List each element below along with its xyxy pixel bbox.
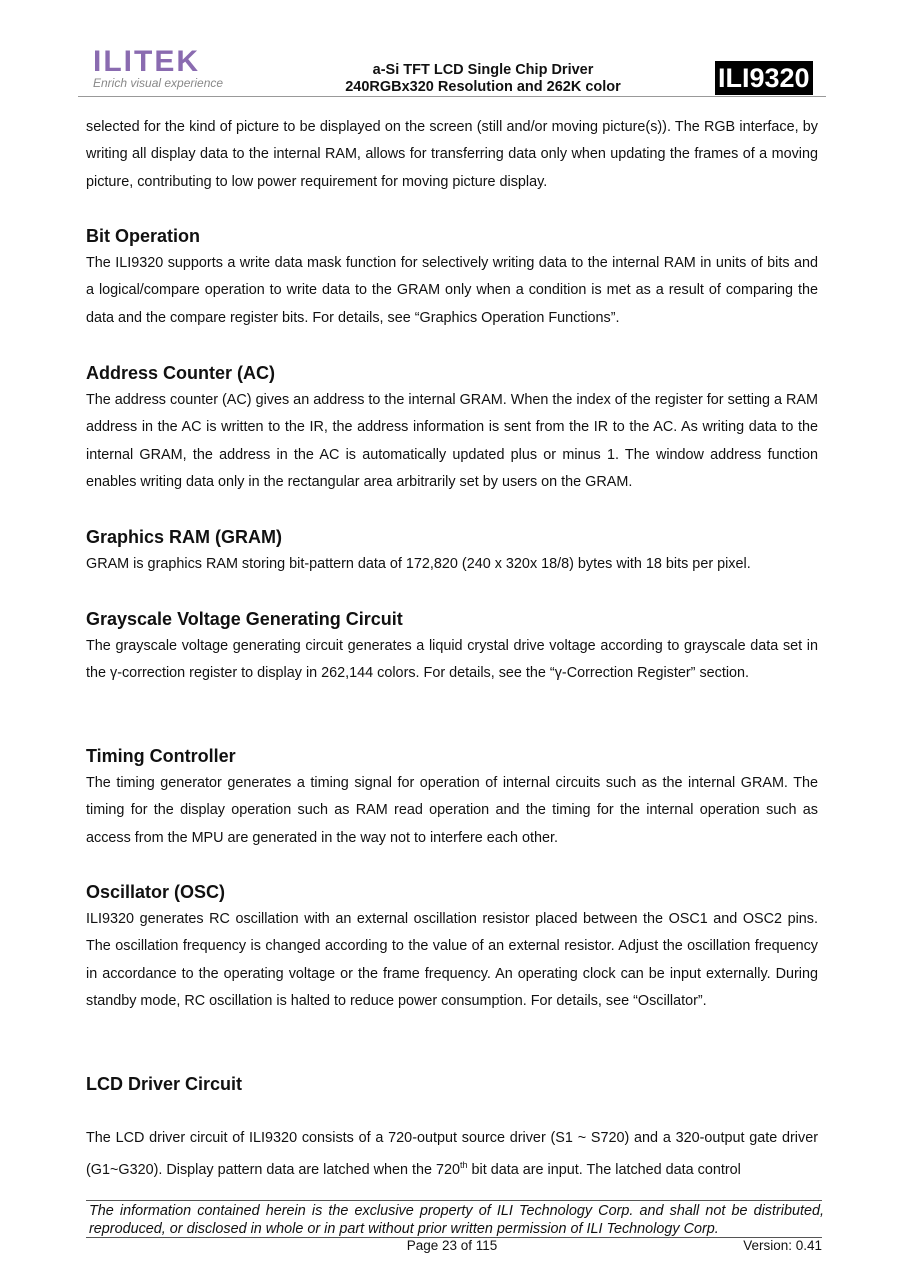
header-title [300, 62, 666, 96]
section-oscillator [86, 879, 818, 1015]
footer-divider-top [86, 1200, 822, 1201]
superscript: th [460, 1160, 468, 1171]
header-title-line2: 240RGBx320 Resolution and 262K color [345, 79, 621, 95]
body-text: The LCD driver circuit of ILI9320 consists of a 720-output source driver (S1 ~ S720) and a 320-output gate driver (G1~G320). Display pattern data are latched when the 720 [86, 1130, 818, 1179]
ilitek-logo [93, 45, 224, 90]
header-divider [78, 96, 826, 97]
section-body: The grayscale voltage generating circuit generates a liquid crystal drive voltage according to grayscale data set in the γ-correction register to display in 262,144 colors. For details, see the “γ-Correction Register” section. [86, 638, 818, 682]
footer-notice: The information contained herein is the exclusive property of ILI Technology Corp. and shall not be distributed, reproduced, or disclosed in whole or in part without prior written permission of ILI Technology Corp. [89, 1203, 824, 1237]
header-title-line1: a-Si TFT LCD Single Chip Driver [372, 62, 594, 78]
section-body: The timing generator generates a timing signal for operation of internal circuits such as the internal GRAM. The timing for the display operation such as RAM read operation and the timing for the internal operation such as access from the MPU are generated in the way not to interfere each other. [86, 775, 818, 846]
intro-paragraph: selected for the kind of picture to be displayed on the screen (still and/or moving picture(s)). The RGB interface, by writing all display data to the internal RAM, allows for transferring data only when updating the frames of a moving picture, contributing to low power requirement for moving picture display. [86, 119, 818, 190]
section-gram [86, 524, 818, 578]
section-body [86, 1125, 818, 1184]
chip-label: ILI9320 [715, 61, 813, 95]
section-address-counter [86, 360, 818, 496]
page-number: Page 23 of 115 [406, 1238, 498, 1253]
section-bit-operation [86, 223, 818, 332]
section-heading: LCD Driver Circuit [86, 1074, 243, 1094]
section-body: ILI9320 generates RC oscillation with an external oscillation resistor placed between the OSC1 and OSC2 pins. The oscillation frequency is changed according to the value of an external resistor. Adjust the oscillation frequency in accordance to the operating voltage or the frame frequency. An operating clock can be input externally. During standby mode, RC oscillation is halted to reduce power consumption. For details, see “Oscillator”. [86, 911, 818, 1009]
intro-section [86, 114, 818, 196]
section-heading: Grayscale Voltage Generating Circuit [86, 609, 403, 629]
section-grayscale [86, 606, 818, 688]
section-heading: Address Counter (AC) [86, 363, 276, 383]
section-body: The address counter (AC) gives an address to the internal GRAM. When the index of the register for setting a RAM address in the AC is written to the IR, the address information is sent from the IR to the AC. As writing data to the internal GRAM, the address in the AC is automatically updated plus or minus 1. The window address function enables writing data only in the rectangular area arbitrarily set by users on the GRAM. [86, 392, 818, 490]
logo-tagline: Enrich visual experience [93, 76, 224, 90]
section-heading: Timing Controller [86, 746, 236, 766]
logo-name: ILITEK [93, 45, 200, 78]
body-text: bit data are input. The latched data control [467, 1162, 741, 1179]
section-heading: Graphics RAM (GRAM) [86, 527, 283, 547]
section-body: GRAM is graphics RAM storing bit-pattern data of 172,820 (240 x 320x 18/8) bytes with 18 bits per pixel. [86, 556, 751, 572]
version: Version: 0.41 [743, 1238, 822, 1253]
section-lcd-driver [86, 1071, 818, 1184]
section-body: The ILI9320 supports a write data mask function for selectively writing data to the internal RAM in units of bits and a logical/compare operation to write data to the GRAM only when a condition is met as a result of comparing the data and the compare register bits. For details, see “Graphics Operation Functions”. [86, 255, 818, 326]
section-timing-controller [86, 743, 818, 852]
section-heading: Oscillator (OSC) [86, 882, 226, 902]
section-heading: Bit Operation [86, 226, 201, 246]
